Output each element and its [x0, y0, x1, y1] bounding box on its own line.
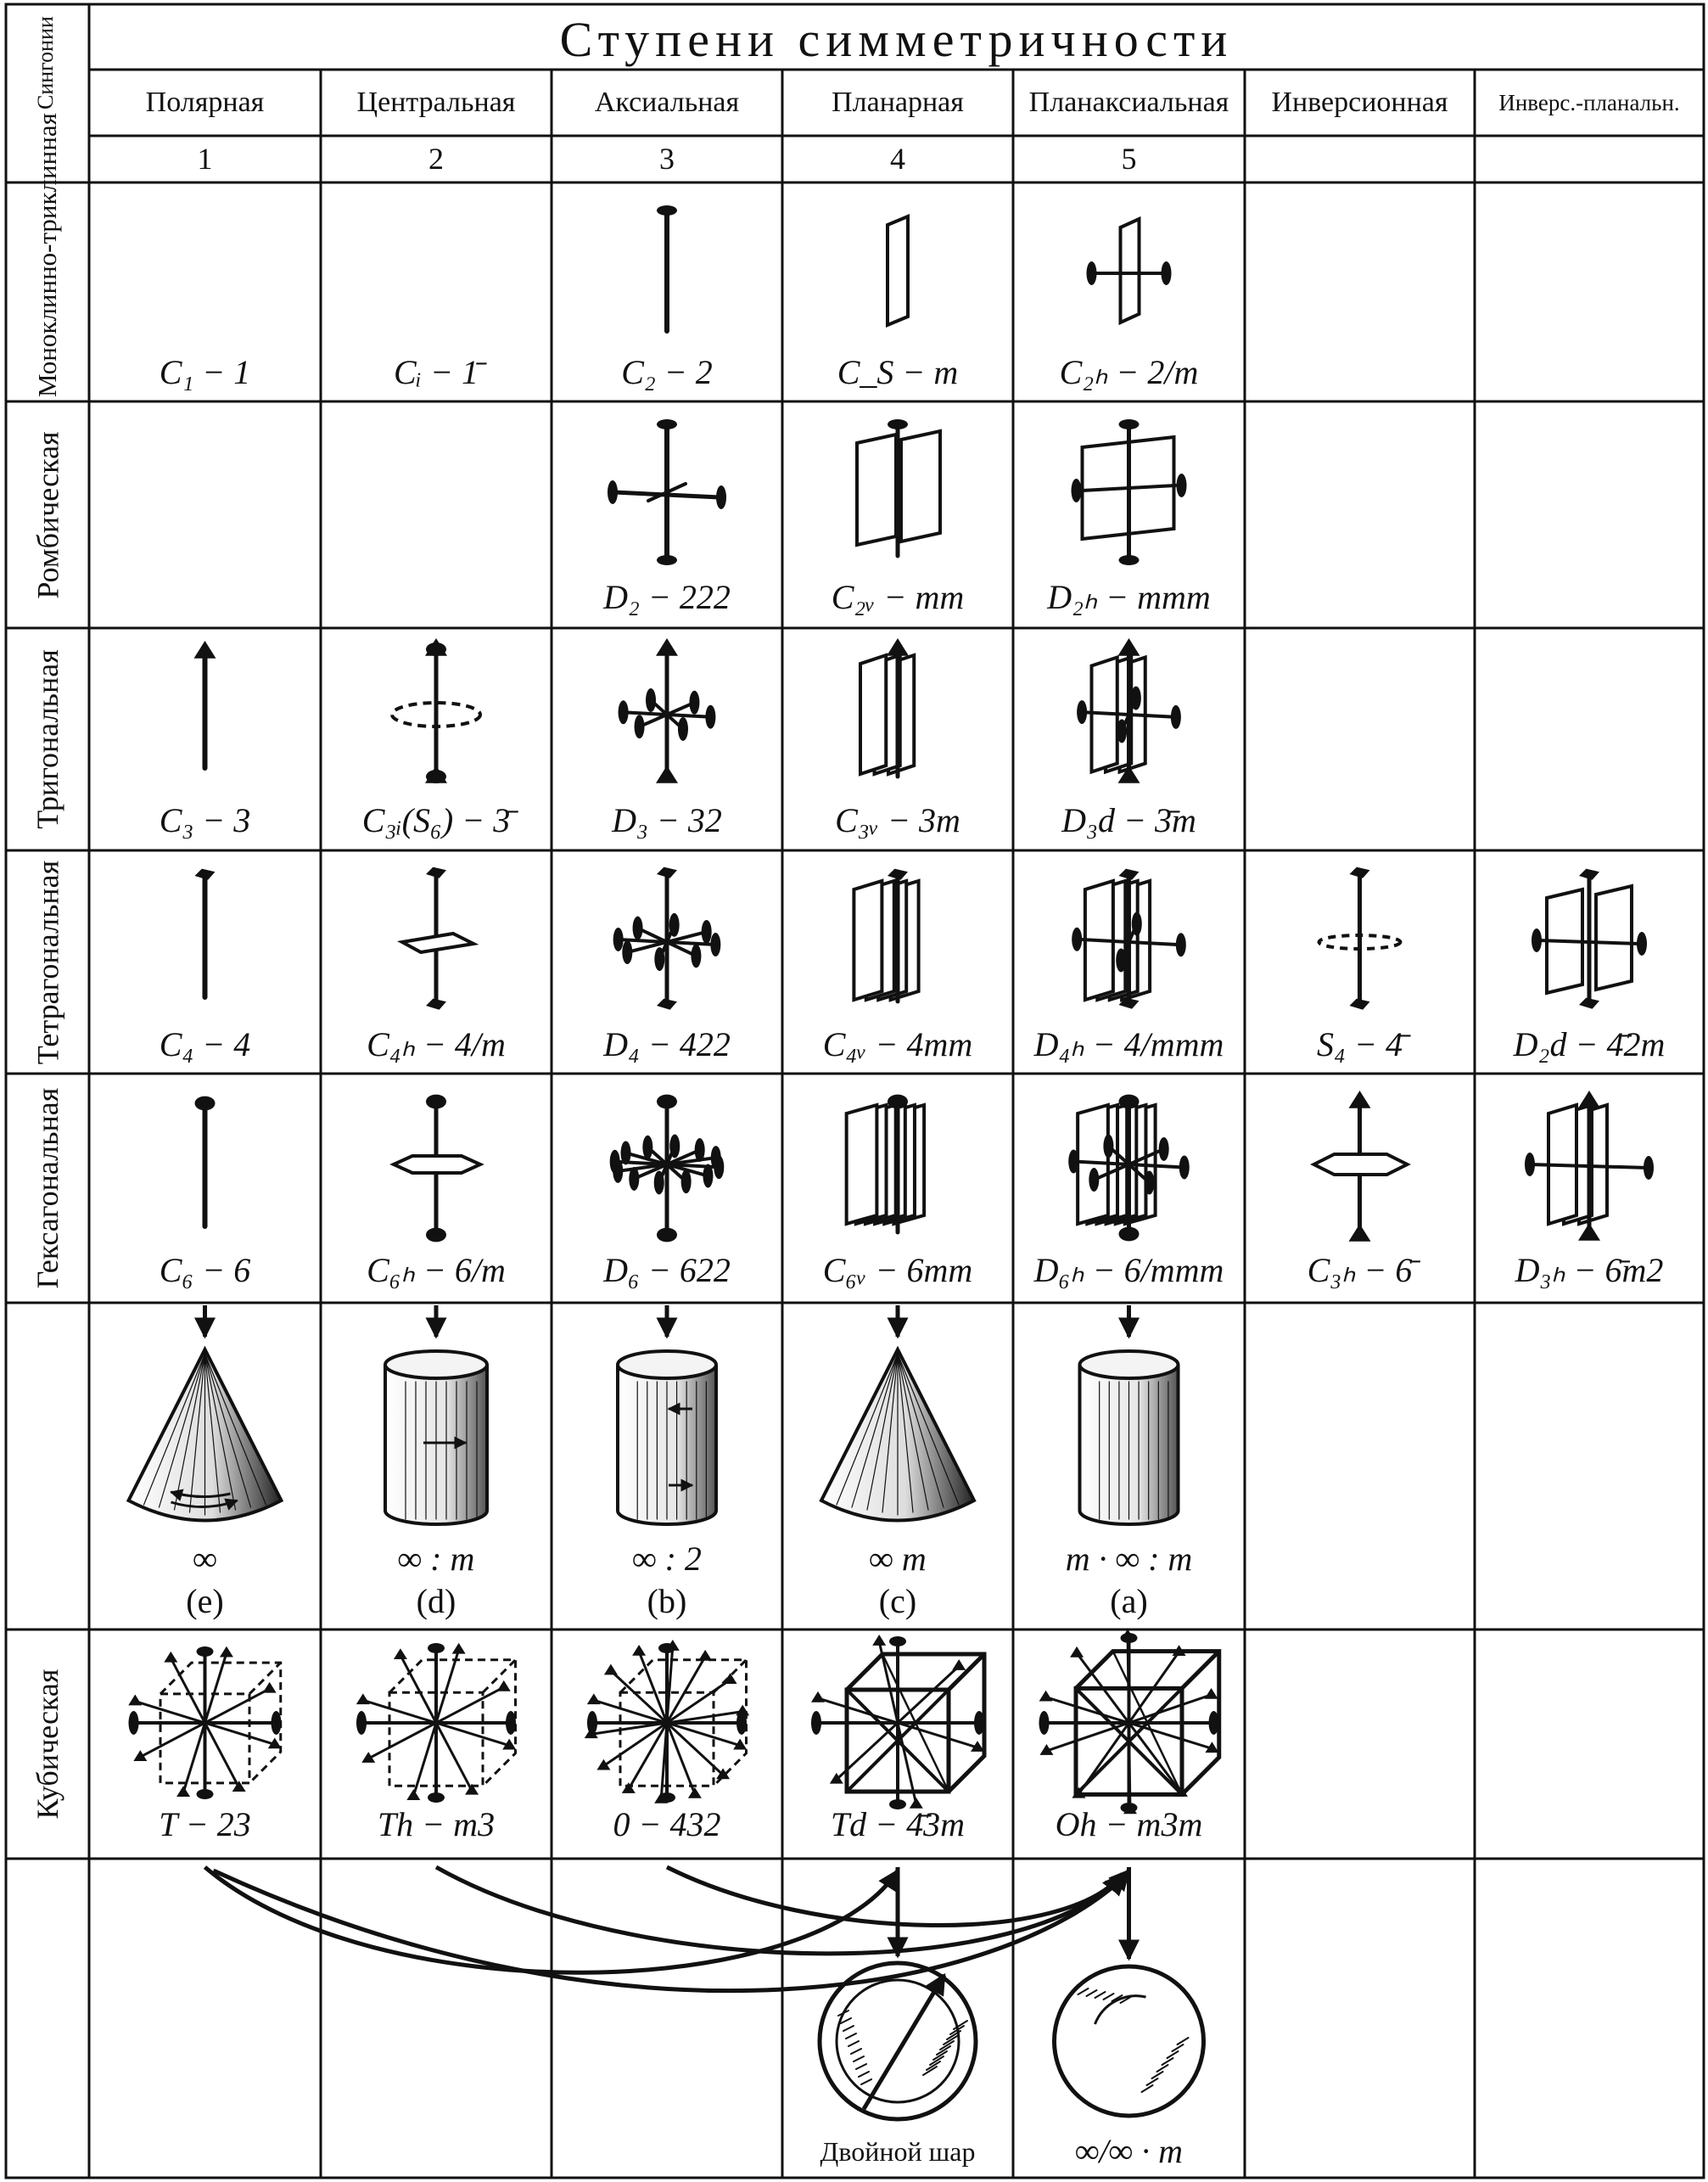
axis-3-three-2-icon	[619, 638, 716, 783]
column-number: 3	[659, 142, 675, 176]
limit-group-letter: (c)	[878, 1582, 917, 1620]
double-sphere-icon	[820, 1963, 976, 2119]
axis-6-plane-icon	[394, 1095, 480, 1242]
planaxial-3-icon	[1077, 638, 1181, 783]
column-header: Центральная	[356, 87, 516, 118]
symmetry-caption: C₆ᵥ − 6mm	[822, 1251, 973, 1289]
three-planes-3-icon	[860, 638, 914, 777]
double-sphere-caption: Двойной шар	[820, 2136, 976, 2167]
axis-4-icon	[195, 869, 216, 997]
rotating-cylinder-icon	[385, 1351, 487, 1524]
symmetry-caption: C₃ − 3	[159, 801, 251, 839]
axis-6-icon	[195, 1097, 216, 1226]
symmetry-caption: ∞/∞ · m	[1074, 2132, 1184, 2170]
column-header: Аксиальная	[594, 87, 740, 118]
symmetry-caption: ∞ m	[869, 1540, 927, 1578]
symmetry-caption: C₂ₕ − 2/m	[1059, 353, 1199, 391]
static-cylinder-icon	[1080, 1351, 1179, 1524]
inversion-axis-4-icon	[1319, 867, 1401, 1010]
planaxial-4-icon	[1072, 869, 1186, 1009]
twisted-cylinder-icon	[618, 1351, 716, 1524]
symmetry-caption: D₃d − 3̄m	[1061, 801, 1196, 839]
symmetry-caption: D₄ − 422	[603, 1025, 731, 1063]
inversion-axis-6-icon	[1314, 1091, 1408, 1242]
row-label: Моноклинно-триклинная	[32, 113, 62, 397]
cube-Td-icon	[811, 1635, 984, 1809]
symmetry-caption: D₃ − 32	[612, 801, 722, 839]
column-number: 1	[197, 142, 213, 176]
column-header: Планарная	[832, 87, 964, 118]
three-axes-icon	[608, 419, 726, 565]
plane-icon	[888, 216, 908, 325]
symmetry-caption: ∞ : 2	[632, 1540, 702, 1578]
column-number	[1475, 136, 1704, 182]
column-number	[1245, 136, 1475, 182]
symmetry-caption: m · ∞ : m	[1065, 1540, 1193, 1578]
symmetry-caption: C₆ − 6	[159, 1251, 251, 1289]
column-header: Планаксиальная	[1028, 87, 1229, 118]
symmetry-caption: D₂d − 4̄2m	[1513, 1025, 1666, 1063]
inversion-axis-3-icon	[392, 638, 480, 783]
table-grid	[6, 4, 1704, 2178]
column-header: Инверс.-планальн.	[1498, 90, 1680, 115]
symmetry-caption: D₃ₕ − 6̄m2	[1515, 1251, 1664, 1289]
symmetry-caption: C₃ₕ − 6̄	[1307, 1251, 1413, 1289]
symmetry-caption: S₄ − 4̄	[1317, 1025, 1403, 1063]
symmetry-caption: D₂ₕ − mmm	[1047, 578, 1211, 616]
symmetry-caption: C₄ − 4	[159, 1025, 251, 1063]
symmetry-caption: ∞ : m	[397, 1540, 475, 1578]
inversion-planal-4-icon	[1532, 869, 1647, 1009]
symmetry-caption: D₆ₕ − 6/mmm	[1033, 1251, 1224, 1289]
symmetry-caption: 0 − 432	[613, 1805, 721, 1843]
column-header: Полярная	[145, 87, 265, 118]
symmetry-caption: C₂ − 2	[621, 353, 713, 391]
axis-2-icon	[657, 205, 677, 331]
symmetry-caption: D₆ − 622	[603, 1251, 731, 1289]
three-planes-icon	[1072, 419, 1187, 565]
axis-3-icon	[194, 641, 216, 768]
sphere-icon	[1055, 1966, 1204, 2116]
planaxial-6-icon	[1068, 1095, 1190, 1242]
column-number: 4	[890, 142, 905, 176]
page-title: Ступени симметричности	[559, 12, 1234, 67]
symmetry-caption: D₄ₕ − 4/mmm	[1033, 1025, 1224, 1063]
symmetry-caption: D₂ − 222	[603, 578, 731, 616]
static-cone-icon	[821, 1349, 974, 1521]
limit-group-letter: (d)	[416, 1582, 456, 1620]
symmetry-caption: C₄ₕ − 4/m	[367, 1025, 506, 1063]
symmetry-caption: Oh − m3m	[1055, 1805, 1203, 1843]
symmetry-caption: Th − m3	[377, 1805, 496, 1843]
column-number: 2	[428, 142, 444, 176]
relation-arrows	[205, 1867, 1129, 1991]
column-number: 5	[1121, 142, 1137, 176]
cube-Th-icon	[356, 1643, 516, 1803]
symmetry-caption: C₃ᵥ − 3m	[835, 801, 960, 839]
cube-T-icon	[128, 1646, 282, 1799]
row-label: Кубическая	[31, 1669, 64, 1820]
row-label: Тетрагональная	[31, 860, 64, 1064]
rotating-cone-icon	[129, 1349, 282, 1521]
column-header: Инверсионная	[1271, 87, 1448, 118]
symmetry-caption: C₃ᵢ(S₆) − 3̄	[361, 801, 511, 839]
six-planes-icon	[847, 1095, 924, 1232]
symmetry-caption: C₂ᵥ − mm	[831, 578, 965, 616]
axis-4-plane-icon	[402, 867, 473, 1010]
axis-plane-icon	[1087, 219, 1172, 323]
limit-group-letter: (b)	[647, 1582, 687, 1620]
two-planes-icon	[857, 419, 940, 556]
inversion-planal-6-icon	[1525, 1091, 1654, 1241]
row-label: Ромбическая	[31, 430, 64, 599]
corner-label: Сингонии	[33, 16, 58, 109]
cube-O-icon	[585, 1640, 749, 1803]
symmetry-caption: Td − 4̄3m	[830, 1805, 966, 1843]
symmetry-caption: C₆ₕ − 6/m	[367, 1251, 506, 1289]
limit-group-letter: (a)	[1110, 1582, 1148, 1620]
symmetry-caption: C₄ᵥ − 4mm	[822, 1025, 973, 1063]
row-label: Гексагональная	[31, 1087, 64, 1289]
four-planes-icon	[854, 869, 918, 1001]
symmetry-caption: T − 23	[159, 1805, 251, 1843]
row-label: Тригональная	[31, 649, 64, 829]
symmetry-caption: Cᵢ − 1̄	[394, 353, 479, 391]
axis-6-six-2-icon	[610, 1095, 725, 1242]
cube-Oh-icon	[1039, 1629, 1219, 1815]
axis-4-four-2-icon	[613, 867, 721, 1010]
symmetry-caption: C₁ − 1	[159, 353, 251, 391]
symmetry-caption: C_S − m	[837, 353, 959, 391]
symmetry-caption: ∞	[193, 1540, 217, 1578]
limit-group-letter: (e)	[186, 1582, 224, 1620]
